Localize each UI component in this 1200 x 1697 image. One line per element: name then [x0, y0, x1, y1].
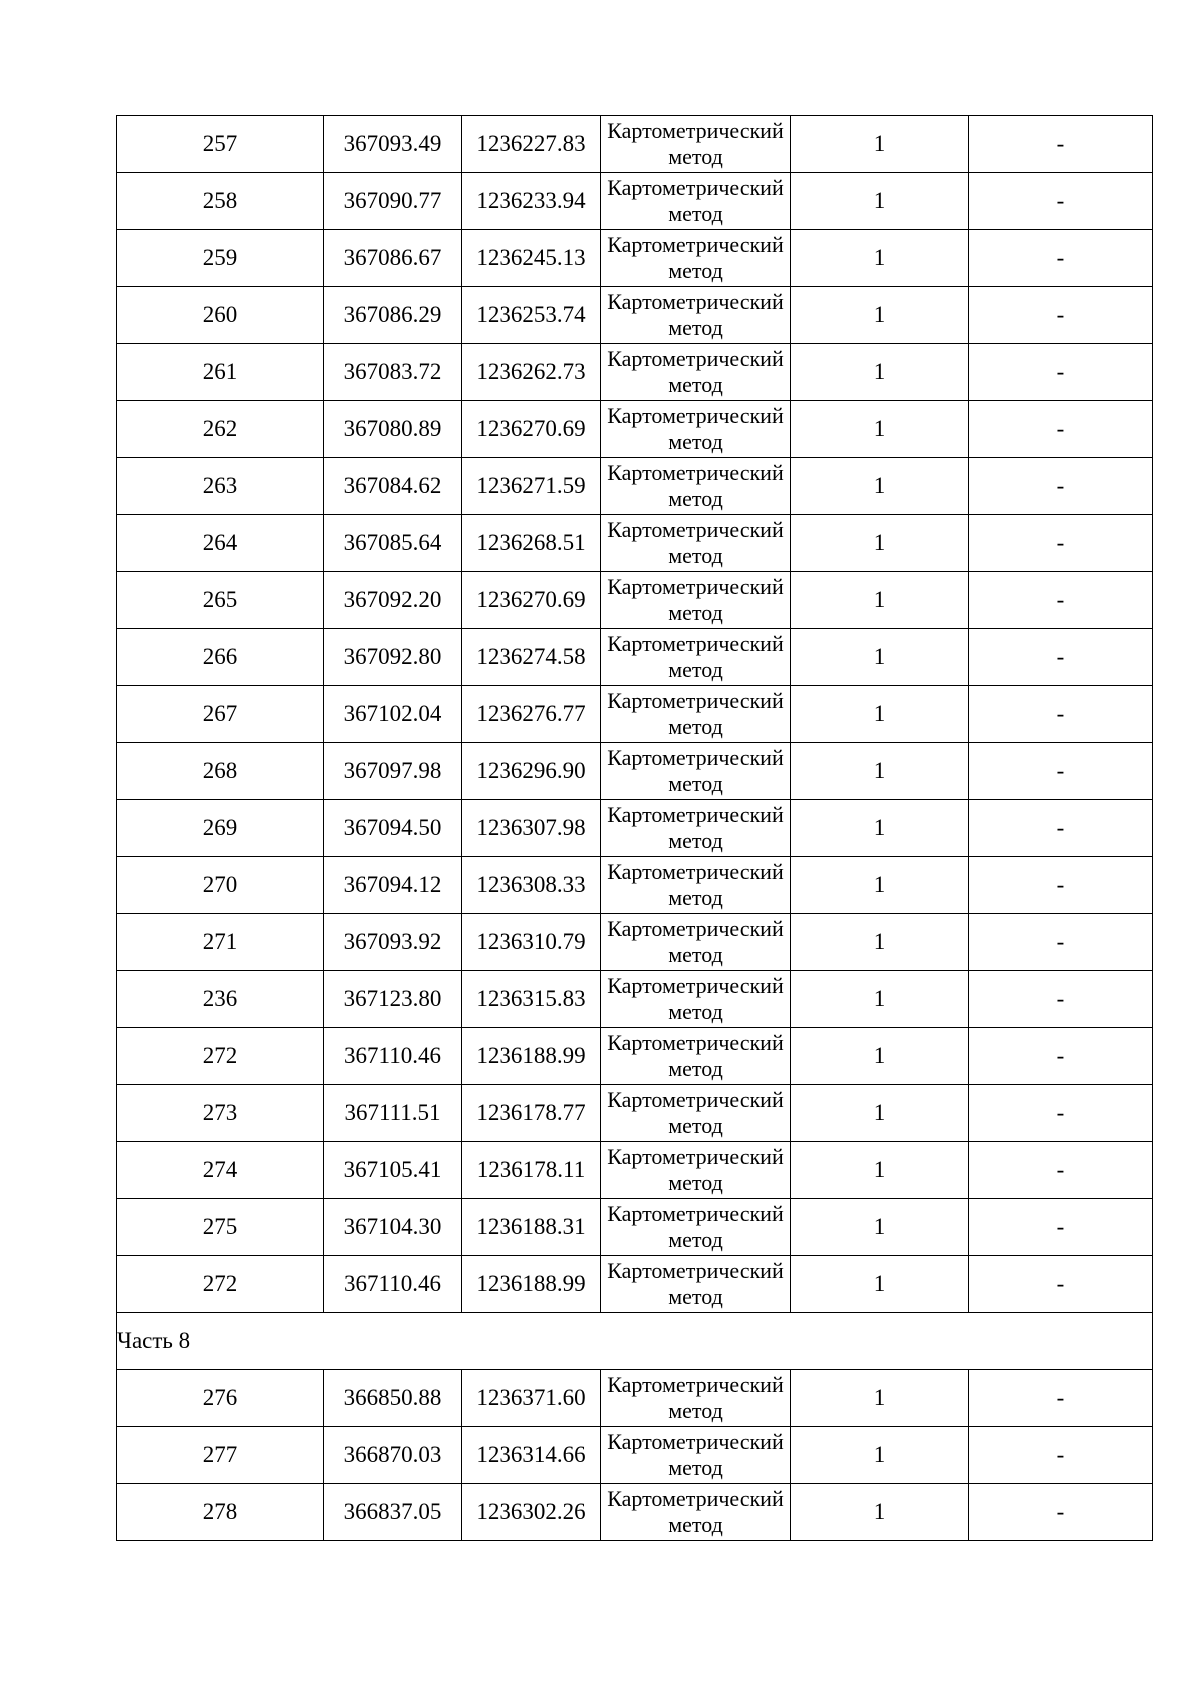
table-row [117, 1484, 1153, 1541]
x-coordinate-cell: 367104.30 [324, 1199, 462, 1256]
y-coordinate-cell: 1236188.99 [462, 1256, 601, 1313]
precision-cell: 1 [791, 1484, 969, 1541]
point-number-cell: 273 [117, 1085, 324, 1142]
precision-cell: 1 [791, 1028, 969, 1085]
y-coordinate-cell: 1236307.98 [462, 800, 601, 857]
precision-cell: 1 [791, 458, 969, 515]
y-coordinate-cell: 1236270.69 [462, 572, 601, 629]
point-number-cell: 272 [117, 1028, 324, 1085]
y-coordinate-cell: 1236270.69 [462, 401, 601, 458]
point-number-cell: 268 [117, 743, 324, 800]
y-coordinate-cell: 1236310.79 [462, 914, 601, 971]
y-coordinate-cell: 1236268.51 [462, 515, 601, 572]
note-cell: - [969, 971, 1153, 1028]
precision-cell: 1 [791, 1085, 969, 1142]
point-number-cell: 258 [117, 173, 324, 230]
table-row [117, 1028, 1153, 1085]
x-coordinate-cell: 367080.89 [324, 401, 462, 458]
y-coordinate-cell: 1236314.66 [462, 1427, 601, 1484]
y-coordinate-cell: 1236276.77 [462, 686, 601, 743]
precision-cell: 1 [791, 1142, 969, 1199]
table-row [117, 800, 1153, 857]
point-number-cell: 274 [117, 1142, 324, 1199]
note-cell: - [969, 629, 1153, 686]
x-coordinate-cell: 367085.64 [324, 515, 462, 572]
precision-cell: 1 [791, 1370, 969, 1427]
table-row [117, 572, 1153, 629]
table-row [117, 1370, 1153, 1427]
y-coordinate-cell: 1236188.31 [462, 1199, 601, 1256]
method-cell: Картометрический метод [601, 572, 791, 629]
note-cell: - [969, 344, 1153, 401]
point-number-cell: 264 [117, 515, 324, 572]
precision-cell: 1 [791, 173, 969, 230]
method-cell: Картометрический метод [601, 1142, 791, 1199]
x-coordinate-cell: 367102.04 [324, 686, 462, 743]
note-cell: - [969, 572, 1153, 629]
method-cell: Картометрический метод [601, 914, 791, 971]
table-row [117, 116, 1153, 173]
method-cell: Картометрический метод [601, 1370, 791, 1427]
coordinates-table [116, 115, 1153, 1541]
method-cell: Картометрический метод [601, 401, 791, 458]
table-row [117, 401, 1153, 458]
method-cell: Картометрический метод [601, 743, 791, 800]
method-cell: Картометрический метод [601, 230, 791, 287]
method-cell: Картометрический метод [601, 515, 791, 572]
point-number-cell: 271 [117, 914, 324, 971]
note-cell: - [969, 1028, 1153, 1085]
precision-cell: 1 [791, 743, 969, 800]
method-cell: Картометрический метод [601, 173, 791, 230]
point-number-cell: 277 [117, 1427, 324, 1484]
note-cell: - [969, 230, 1153, 287]
y-coordinate-cell: 1236302.26 [462, 1484, 601, 1541]
method-cell: Картометрический метод [601, 800, 791, 857]
x-coordinate-cell: 367094.12 [324, 857, 462, 914]
y-coordinate-cell: 1236308.33 [462, 857, 601, 914]
point-number-cell: 236 [117, 971, 324, 1028]
point-number-cell: 270 [117, 857, 324, 914]
point-number-cell: 269 [117, 800, 324, 857]
note-cell: - [969, 1370, 1153, 1427]
point-number-cell: 278 [117, 1484, 324, 1541]
table-row [117, 458, 1153, 515]
y-coordinate-cell: 1236178.77 [462, 1085, 601, 1142]
method-cell: Картометрический метод [601, 686, 791, 743]
note-cell: - [969, 1427, 1153, 1484]
method-cell: Картометрический метод [601, 1085, 791, 1142]
x-coordinate-cell: 367083.72 [324, 344, 462, 401]
precision-cell: 1 [791, 287, 969, 344]
method-cell: Картометрический метод [601, 1484, 791, 1541]
precision-cell: 1 [791, 1256, 969, 1313]
precision-cell: 1 [791, 857, 969, 914]
x-coordinate-cell: 367111.51 [324, 1085, 462, 1142]
x-coordinate-cell: 367092.20 [324, 572, 462, 629]
y-coordinate-cell: 1236371.60 [462, 1370, 601, 1427]
table-row [117, 743, 1153, 800]
method-cell: Картометрический метод [601, 1427, 791, 1484]
table-row [117, 1427, 1153, 1484]
method-cell: Картометрический метод [601, 1199, 791, 1256]
precision-cell: 1 [791, 1199, 969, 1256]
table-row [117, 1142, 1153, 1199]
point-number-cell: 276 [117, 1370, 324, 1427]
method-cell: Картометрический метод [601, 287, 791, 344]
method-cell: Картометрический метод [601, 344, 791, 401]
table-row [117, 857, 1153, 914]
point-number-cell: 262 [117, 401, 324, 458]
precision-cell: 1 [791, 401, 969, 458]
coordinates-table-body [117, 116, 1153, 1541]
point-number-cell: 263 [117, 458, 324, 515]
y-coordinate-cell: 1236227.83 [462, 116, 601, 173]
y-coordinate-cell: 1236274.58 [462, 629, 601, 686]
precision-cell: 1 [791, 686, 969, 743]
section-header-row [117, 1313, 1153, 1370]
table-row [117, 344, 1153, 401]
precision-cell: 1 [791, 800, 969, 857]
note-cell: - [969, 515, 1153, 572]
method-cell: Картометрический метод [601, 1256, 791, 1313]
method-cell: Картометрический метод [601, 1028, 791, 1085]
x-coordinate-cell: 367105.41 [324, 1142, 462, 1199]
precision-cell: 1 [791, 515, 969, 572]
section-label: Часть 8 [117, 1313, 1153, 1370]
precision-cell: 1 [791, 230, 969, 287]
y-coordinate-cell: 1236271.59 [462, 458, 601, 515]
point-number-cell: 257 [117, 116, 324, 173]
x-coordinate-cell: 367093.92 [324, 914, 462, 971]
point-number-cell: 267 [117, 686, 324, 743]
note-cell: - [969, 1142, 1153, 1199]
table-row [117, 173, 1153, 230]
table-row [117, 914, 1153, 971]
note-cell: - [969, 800, 1153, 857]
y-coordinate-cell: 1236262.73 [462, 344, 601, 401]
precision-cell: 1 [791, 1427, 969, 1484]
x-coordinate-cell: 367094.50 [324, 800, 462, 857]
precision-cell: 1 [791, 572, 969, 629]
x-coordinate-cell: 367093.49 [324, 116, 462, 173]
table-row [117, 1199, 1153, 1256]
point-number-cell: 261 [117, 344, 324, 401]
note-cell: - [969, 1085, 1153, 1142]
note-cell: - [969, 116, 1153, 173]
x-coordinate-cell: 367084.62 [324, 458, 462, 515]
x-coordinate-cell: 366850.88 [324, 1370, 462, 1427]
note-cell: - [969, 458, 1153, 515]
precision-cell: 1 [791, 344, 969, 401]
table-row [117, 1085, 1153, 1142]
point-number-cell: 275 [117, 1199, 324, 1256]
point-number-cell: 272 [117, 1256, 324, 1313]
x-coordinate-cell: 367097.98 [324, 743, 462, 800]
method-cell: Картометрический метод [601, 458, 791, 515]
point-number-cell: 260 [117, 287, 324, 344]
y-coordinate-cell: 1236296.90 [462, 743, 601, 800]
x-coordinate-cell: 366870.03 [324, 1427, 462, 1484]
table-row [117, 629, 1153, 686]
table-row [117, 686, 1153, 743]
y-coordinate-cell: 1236178.11 [462, 1142, 601, 1199]
table-row [117, 971, 1153, 1028]
x-coordinate-cell: 367110.46 [324, 1028, 462, 1085]
y-coordinate-cell: 1236253.74 [462, 287, 601, 344]
note-cell: - [969, 173, 1153, 230]
precision-cell: 1 [791, 116, 969, 173]
x-coordinate-cell: 367123.80 [324, 971, 462, 1028]
x-coordinate-cell: 367090.77 [324, 173, 462, 230]
precision-cell: 1 [791, 914, 969, 971]
y-coordinate-cell: 1236188.99 [462, 1028, 601, 1085]
precision-cell: 1 [791, 629, 969, 686]
point-number-cell: 259 [117, 230, 324, 287]
precision-cell: 1 [791, 971, 969, 1028]
x-coordinate-cell: 366837.05 [324, 1484, 462, 1541]
note-cell: - [969, 1199, 1153, 1256]
method-cell: Картометрический метод [601, 629, 791, 686]
note-cell: - [969, 914, 1153, 971]
x-coordinate-cell: 367110.46 [324, 1256, 462, 1313]
y-coordinate-cell: 1236245.13 [462, 230, 601, 287]
point-number-cell: 265 [117, 572, 324, 629]
table-row [117, 287, 1153, 344]
y-coordinate-cell: 1236315.83 [462, 971, 601, 1028]
x-coordinate-cell: 367086.67 [324, 230, 462, 287]
table-row [117, 230, 1153, 287]
note-cell: - [969, 743, 1153, 800]
method-cell: Картометрический метод [601, 971, 791, 1028]
x-coordinate-cell: 367092.80 [324, 629, 462, 686]
y-coordinate-cell: 1236233.94 [462, 173, 601, 230]
note-cell: - [969, 401, 1153, 458]
note-cell: - [969, 1484, 1153, 1541]
note-cell: - [969, 857, 1153, 914]
note-cell: - [969, 287, 1153, 344]
note-cell: - [969, 1256, 1153, 1313]
method-cell: Картометрический метод [601, 116, 791, 173]
method-cell: Картометрический метод [601, 857, 791, 914]
point-number-cell: 266 [117, 629, 324, 686]
x-coordinate-cell: 367086.29 [324, 287, 462, 344]
table-row [117, 1256, 1153, 1313]
note-cell: - [969, 686, 1153, 743]
table-row [117, 515, 1153, 572]
